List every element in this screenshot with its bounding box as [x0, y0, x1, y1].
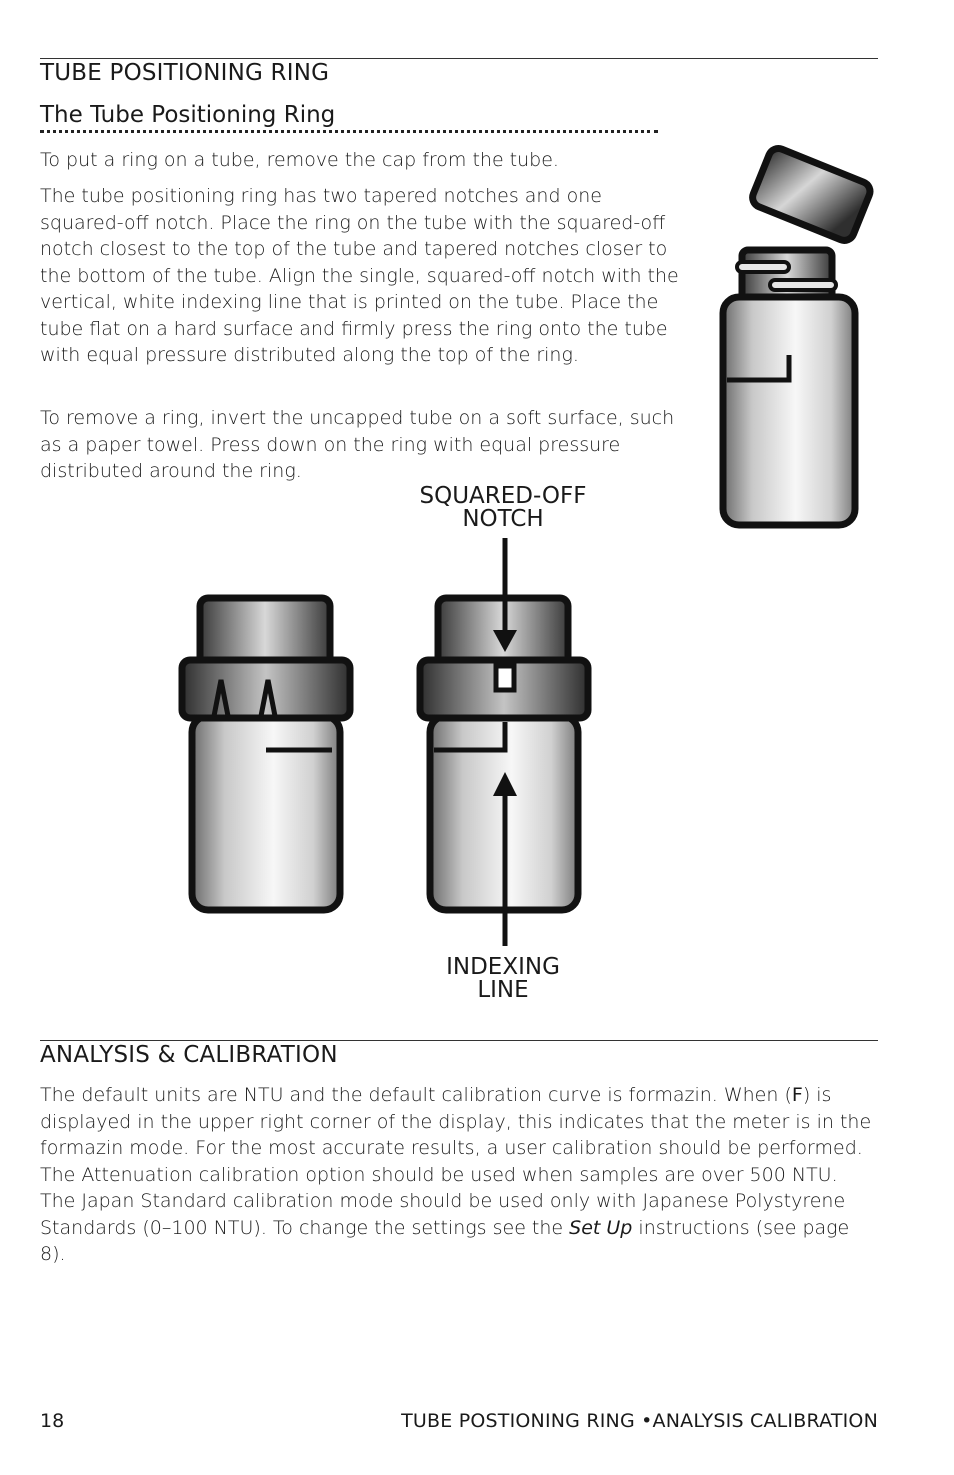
- subheading-text: The Tube Positioning Ring: [40, 102, 339, 128]
- paragraph-place-ring: The tube positioning ring has two tapered notches and one squared-off notch. Place the ring on the tube with the squared-off notch closest to the top of the tube and tapered notches closer to the bottom of the tube. Align the single, squared-off notch with the vertical, white indexing line that is printed on the tube. Place the tube flat on a hard surface and firmly press the ring onto the tube with equal pressure distributed along the top of the ring.: [40, 185, 679, 366]
- section-title-tube-ring: TUBE POSITIONING RING: [40, 60, 330, 86]
- running-footer: TUBE POSTIONING RING •ANALYSIS CALIBRATION: [401, 1410, 878, 1432]
- label-squared-off-notch: SQUARED-OFF NOTCH: [419, 483, 587, 532]
- tube-neck: [742, 250, 832, 300]
- section-rule: [40, 1040, 878, 1041]
- label-indexing-line: INDEXING LINE: [446, 954, 560, 1003]
- paragraph-remove-ring: To remove a ring, invert the uncapped tube on a soft surface, such as a paper towel. Press down on the ring with equal pressure distributed around the ring.: [40, 407, 675, 482]
- section-title-analysis: ANALYSIS & CALIBRATION: [40, 1042, 338, 1068]
- uncapped-tube-illustration: [723, 145, 873, 525]
- formazin-indicator: F: [791, 1084, 803, 1106]
- tube-body: [723, 297, 855, 525]
- paragraph-analysis: The default units are NTU and the default calibration curve is formazin. When (F) is displayed in the upper right corner of the display, this indicates that the meter is in the formazin mode. For the most accurate results, a user calibration should be performed. The Attenuation calibration option should be used when samples are over 500 NTU. The Japan Standard calibration mode should be used only with Japanese Polystyrene Standards (0–100 NTU). To change the settings see the Set Up instructions (see page 8).: [40, 1084, 872, 1265]
- squared-off-notch: [496, 666, 514, 690]
- tube-with-tapered-notches: [182, 598, 350, 910]
- tube-cap: [750, 145, 873, 243]
- paragraph-remove-cap: To put a ring on a tube, remove the cap from the tube.: [40, 149, 559, 171]
- page-number: 18: [40, 1410, 65, 1432]
- set-up-reference: Set Up: [569, 1216, 633, 1239]
